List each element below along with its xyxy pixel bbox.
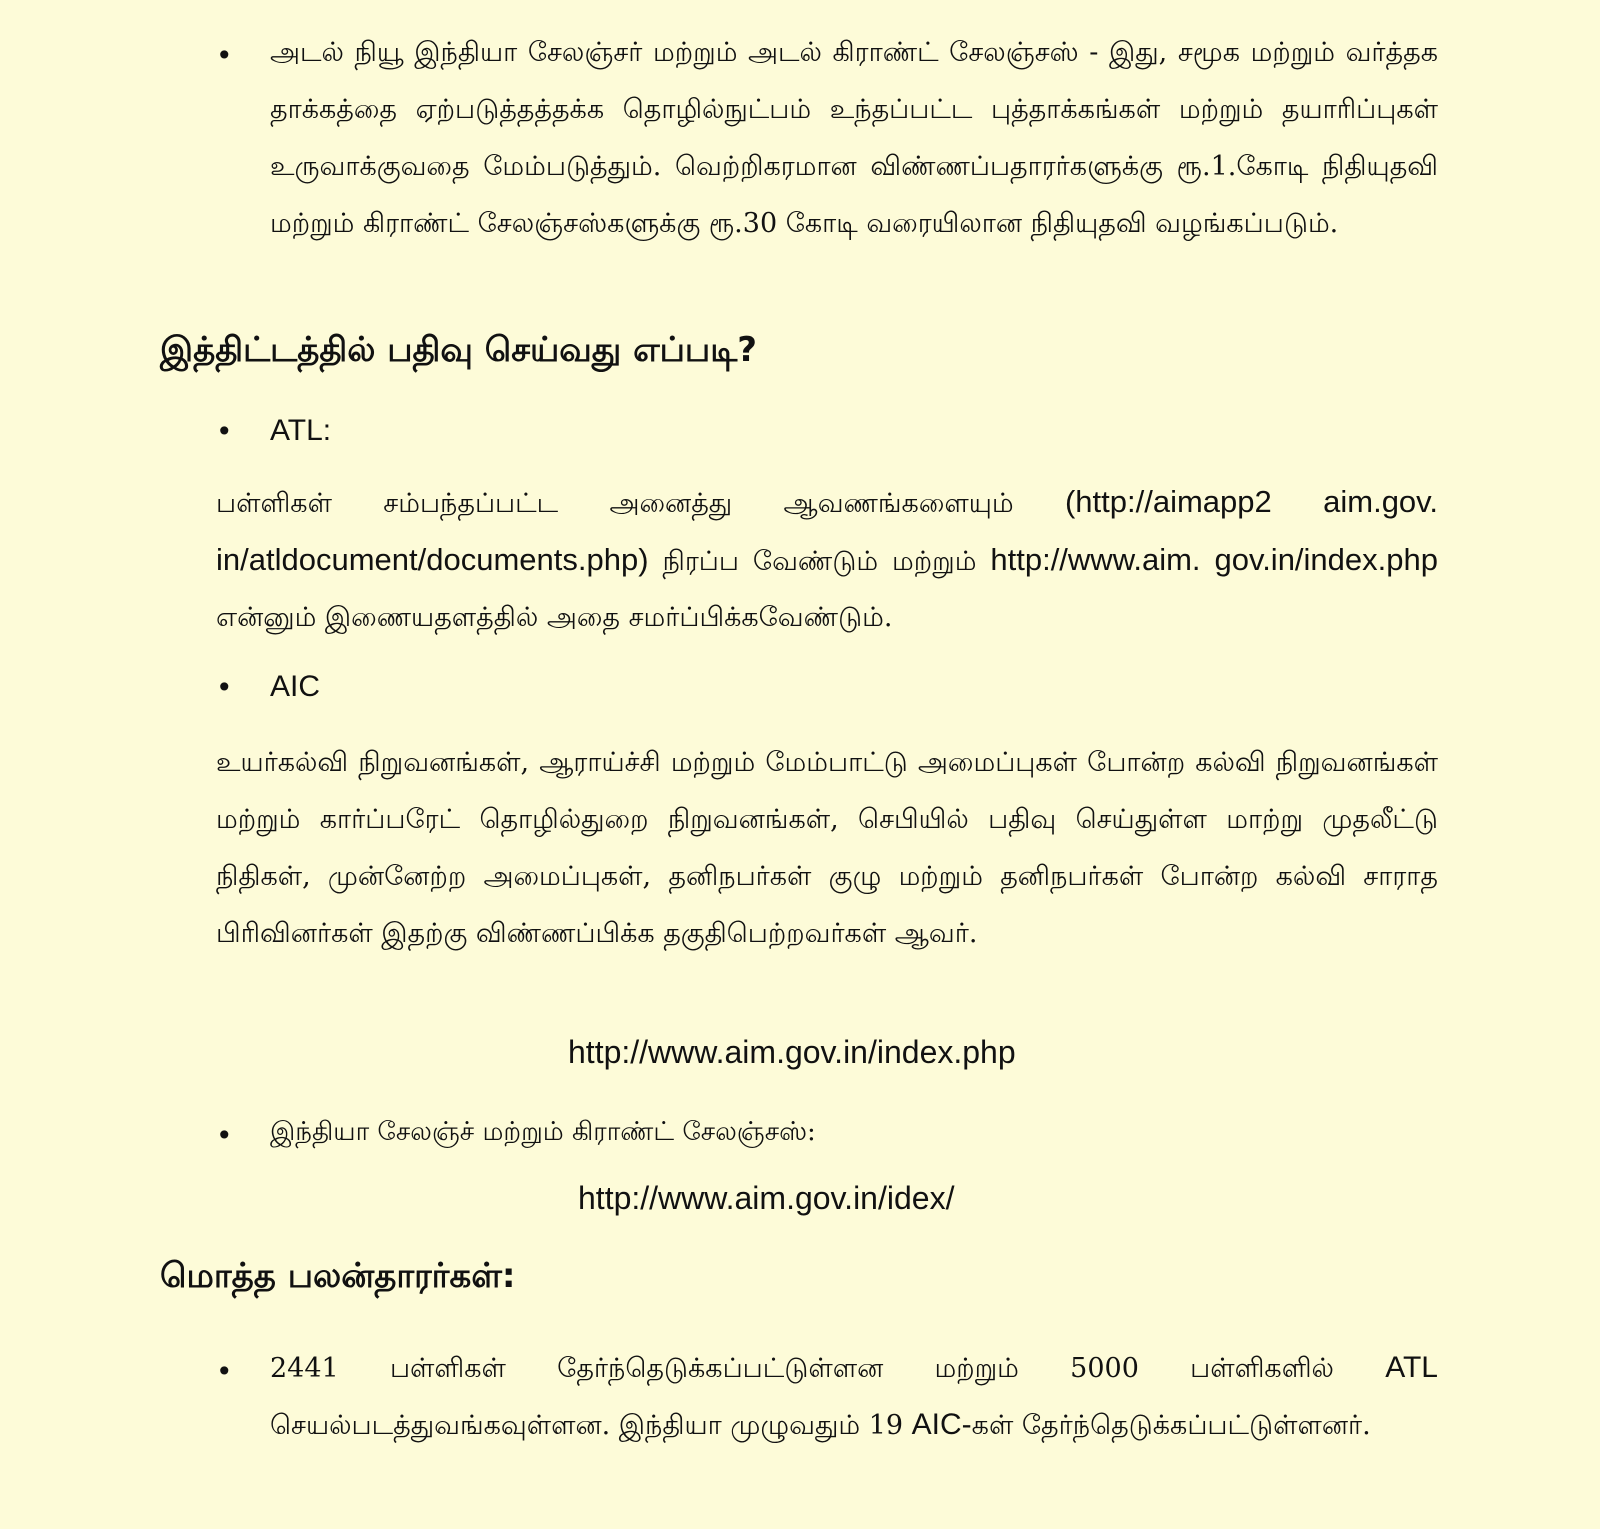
- intro-paragraph: அடல் நியூ இந்தியா சேலஞ்சர் மற்றும் அடல் கிராண்ட் சேலஞ்சஸ் - இது, சமூக மற்றும் வர்த்தக தாக்கத்தை ஏற்படுத்தத்தக்க தொழில்நுட்பம் உந்தப்பட்ட புத்தாக்கங்கள் மற்றும் தயாரிப்புகள் உருவாக்குவதை மேம்படுத்தும். வெற்றிகரமான விண்ணப்பதாரர்களுக்கு ரூ.1.கோடி நிதியுதவி மற்றும் கிராண்ட் சேலஞ்சஸ்களுக்கு ரூ.30 கோடி வரையிலான நிதியுதவி வழங்கப்படும்.: [270, 37, 1438, 239]
- bullet-marker: •: [216, 39, 233, 72]
- atl-documents-link[interactable]: (http://aimapp2 aim.gov. in/atldocument/documents.php): [216, 484, 1438, 577]
- beneficiaries-text-part2: செயல்படத்துவங்கவுள்ளன. இந்தியா முழுவதும் 19: [270, 1410, 912, 1441]
- beneficiaries-atl: ATL: [1385, 1351, 1438, 1384]
- bullet-marker: •: [216, 1355, 233, 1388]
- beneficiaries-heading: மொத்த பலன்தாரர்கள்:: [160, 1256, 516, 1296]
- aic-url-link[interactable]: http://www.aim.gov.in/index.php: [568, 1034, 1016, 1070]
- atl-index-link[interactable]: http://www.aim. gov.in/index.php: [990, 542, 1438, 577]
- bullet-marker: •: [216, 671, 233, 704]
- atl-label: ATL:: [270, 414, 332, 447]
- india-challenge-label: இந்தியா சேலஞ்ச் மற்றும் கிராண்ட் சேலஞ்சஸ்:: [270, 1117, 816, 1147]
- aic-label: AIC: [270, 670, 321, 703]
- beneficiaries-aic: AIC-: [911, 1408, 972, 1441]
- beneficiaries-paragraph: [270, 1340, 1438, 1454]
- bullet-marker: •: [216, 415, 233, 448]
- atl-text-part1: பள்ளிகள் சம்பந்தப்பட்ட அனைத்து ஆவணங்களையும்: [216, 488, 1065, 519]
- atl-paragraph: [216, 474, 1438, 646]
- bullet-marker: •: [216, 1119, 233, 1152]
- india-challenge-url-link[interactable]: http://www.aim.gov.in/idex/: [578, 1180, 955, 1216]
- beneficiaries-text-part1: 2441 பள்ளிகள் தேர்ந்தெடுக்கப்பட்டுள்ளன மற்றும் 5000 பள்ளிகளில்: [270, 1353, 1386, 1384]
- aic-paragraph: உயர்கல்வி நிறுவனங்கள், ஆராய்ச்சி மற்றும் மேம்பாட்டு அமைப்புகள் போன்ற கல்வி நிறுவனங்கள் மற்றும் கார்ப்பரேட் தொழில்துறை நிறுவனங்கள், செபியில் பதிவு செய்துள்ள மாற்று முதலீட்டு நிதிகள், முன்னேற்ற அமைப்புகள், தனிநபர்கள் குழு மற்றும் தனிநபர்கள் போன்ற கல்வி சாராத பிரிவினர்கள் இதற்கு விண்ணப்பிக்க தகுதிபெற்றவர்கள் ஆவர்.: [216, 747, 1438, 949]
- registration-heading: இத்திட்டத்தில் பதிவு செய்வது எப்படி?: [160, 330, 758, 370]
- beneficiaries-text-part3: கள் தேர்ந்தெடுக்கப்பட்டுள்ளனர்.: [971, 1410, 1371, 1441]
- atl-text-part2: நிரப்ப வேண்டும் மற்றும்: [648, 546, 991, 577]
- atl-text-part3: என்னும் இணையதளத்தில் அதை சமர்ப்பிக்கவேண்டும்.: [216, 602, 893, 633]
